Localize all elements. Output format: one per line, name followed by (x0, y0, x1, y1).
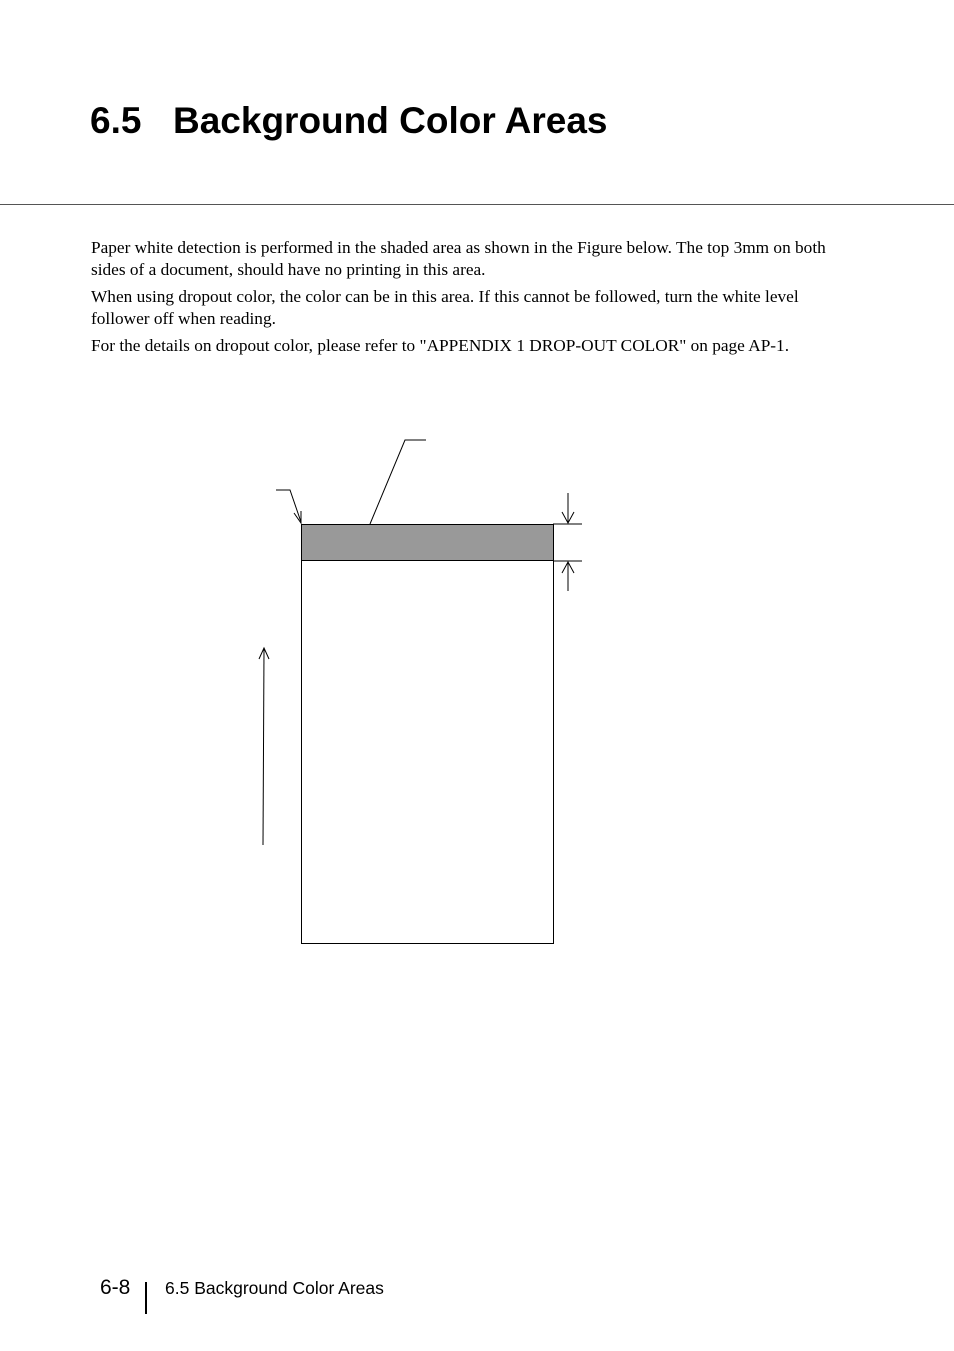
page-number: 6-8 (100, 1276, 131, 1299)
footer-section-title: 6.5 Background Color Areas (165, 1278, 384, 1298)
paragraph-white-detection: Paper white detection is performed in the shaded area as shown in the Figure below. The top 3mm on both sides of a document, should have no printing in this area. (91, 238, 826, 279)
shaded-area-leader-line (370, 440, 426, 524)
feed-direction-arrow-line (263, 649, 264, 845)
shaded-detection-area (302, 525, 554, 561)
document-outline (302, 525, 554, 944)
paragraph-dropout-color: When using dropout color, the color can be in this area. If this cannot be followed, turn the white level follower off when reading. (91, 287, 799, 328)
paragraph-reference: For the details on dropout color, please refer to "APPENDIX 1 DROP-OUT COLOR" on page AP-1. (91, 336, 790, 355)
section-number: 6.5 (90, 100, 142, 141)
footer-divider (145, 1282, 147, 1314)
section-title: Background Color Areas (173, 100, 608, 141)
